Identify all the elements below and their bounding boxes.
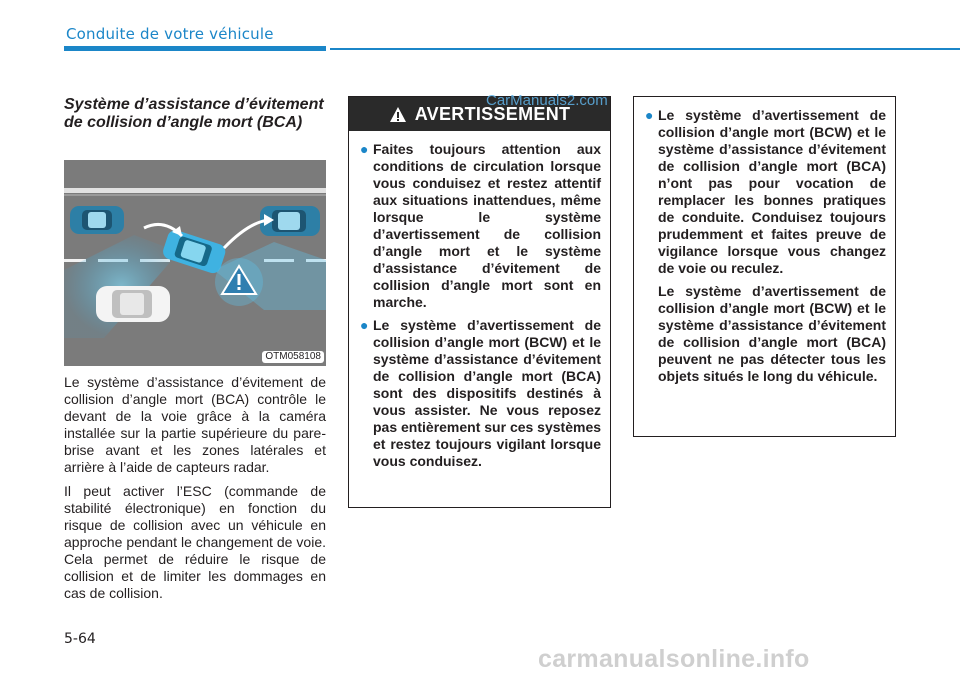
section-title: Système d’assistance d’évitement de collision d’angle mort (BCA) (64, 96, 324, 131)
watermark-top: CarManuals2.com (486, 92, 608, 109)
note-box (633, 96, 896, 437)
note-item (645, 107, 886, 277)
watermark-bottom: carmanualsonline.info (538, 645, 810, 673)
header-rule-thick (64, 46, 326, 51)
body-paragraph: Il peut activer l’ESC (commande de stabilité électronique) en fonction du risque de collision avec un véhicule en approche pendant le changement de voie. Cela permet de réduire le risque de collision et de limiter les dommages en cas de collision. (64, 483, 326, 601)
bca-illustration (64, 160, 326, 366)
chapter-title: Conduite de votre véhicule (66, 25, 274, 43)
page-number: 5-64 (64, 631, 96, 647)
warning-list (349, 131, 610, 470)
body-text (64, 374, 326, 609)
bca-illustration-svg (64, 160, 326, 366)
warning-item-text: Faites toujours attention aux conditions de circulation lorsque vous conduisez et restez attentif aux situations inattendues, même lorsque le système d’avertissement de collision d’angle mort et le système d’assistance d’évitement de collision d’angle mort sont en marche. (373, 141, 601, 310)
bullet-icon: ● (360, 141, 369, 157)
header-rule-thin (330, 48, 960, 50)
note-item-text: Le système d’avertissement de collision d’angle mort (BCW) et le système d’assistance d’évitement de collision d’angle mort (BCA) n’ont pas pour vocation de remplacer les bonnes pratiques de conduite. Conduisez toujours prudemment et faites preuve de vigilance lorsque vous changez de voie ou reculez. (658, 107, 886, 276)
warning-item-text: Le système d’avertissement de collision d’angle mort (BCW) et le système d’assistance d’évitement de collision d’angle mort (BCA) sont des dispositifs destinés à vous assister. Ne vous reposez pas entièrement sur ces systèmes et restez toujours vigilant lorsque vous conduisez. (373, 317, 602, 469)
bullet-icon: ● (645, 107, 654, 123)
approaching-car (96, 286, 170, 322)
warning-item (360, 317, 602, 470)
note-continuation: Le système d’avertissement de collision d’angle mort (BCW) et le système d’assistance d’évitement de collision d’angle mort (BCA) peuvent ne pas détecter tous les objets situés le long du véhicule. (658, 283, 886, 384)
warning-item (360, 141, 601, 311)
warning-title: AVERTISSEMENT (414, 103, 571, 124)
warning-box (348, 96, 611, 508)
car-top-left (70, 206, 124, 234)
note-list (634, 97, 895, 277)
body-paragraph: Le système d’assistance d’évitement de collision d’angle mort (BCA) contrôle le devant de la voie grâce à la caméra installée sur la partie supérieure du pare-brise avant et les zones latérales et arrière à l’aide de capteurs radar. (64, 374, 326, 475)
collision-warning-icon (215, 258, 263, 306)
warning-triangle-icon (389, 106, 407, 123)
bullet-icon: ● (360, 317, 369, 333)
figure-code: OTM058108 (262, 351, 324, 363)
